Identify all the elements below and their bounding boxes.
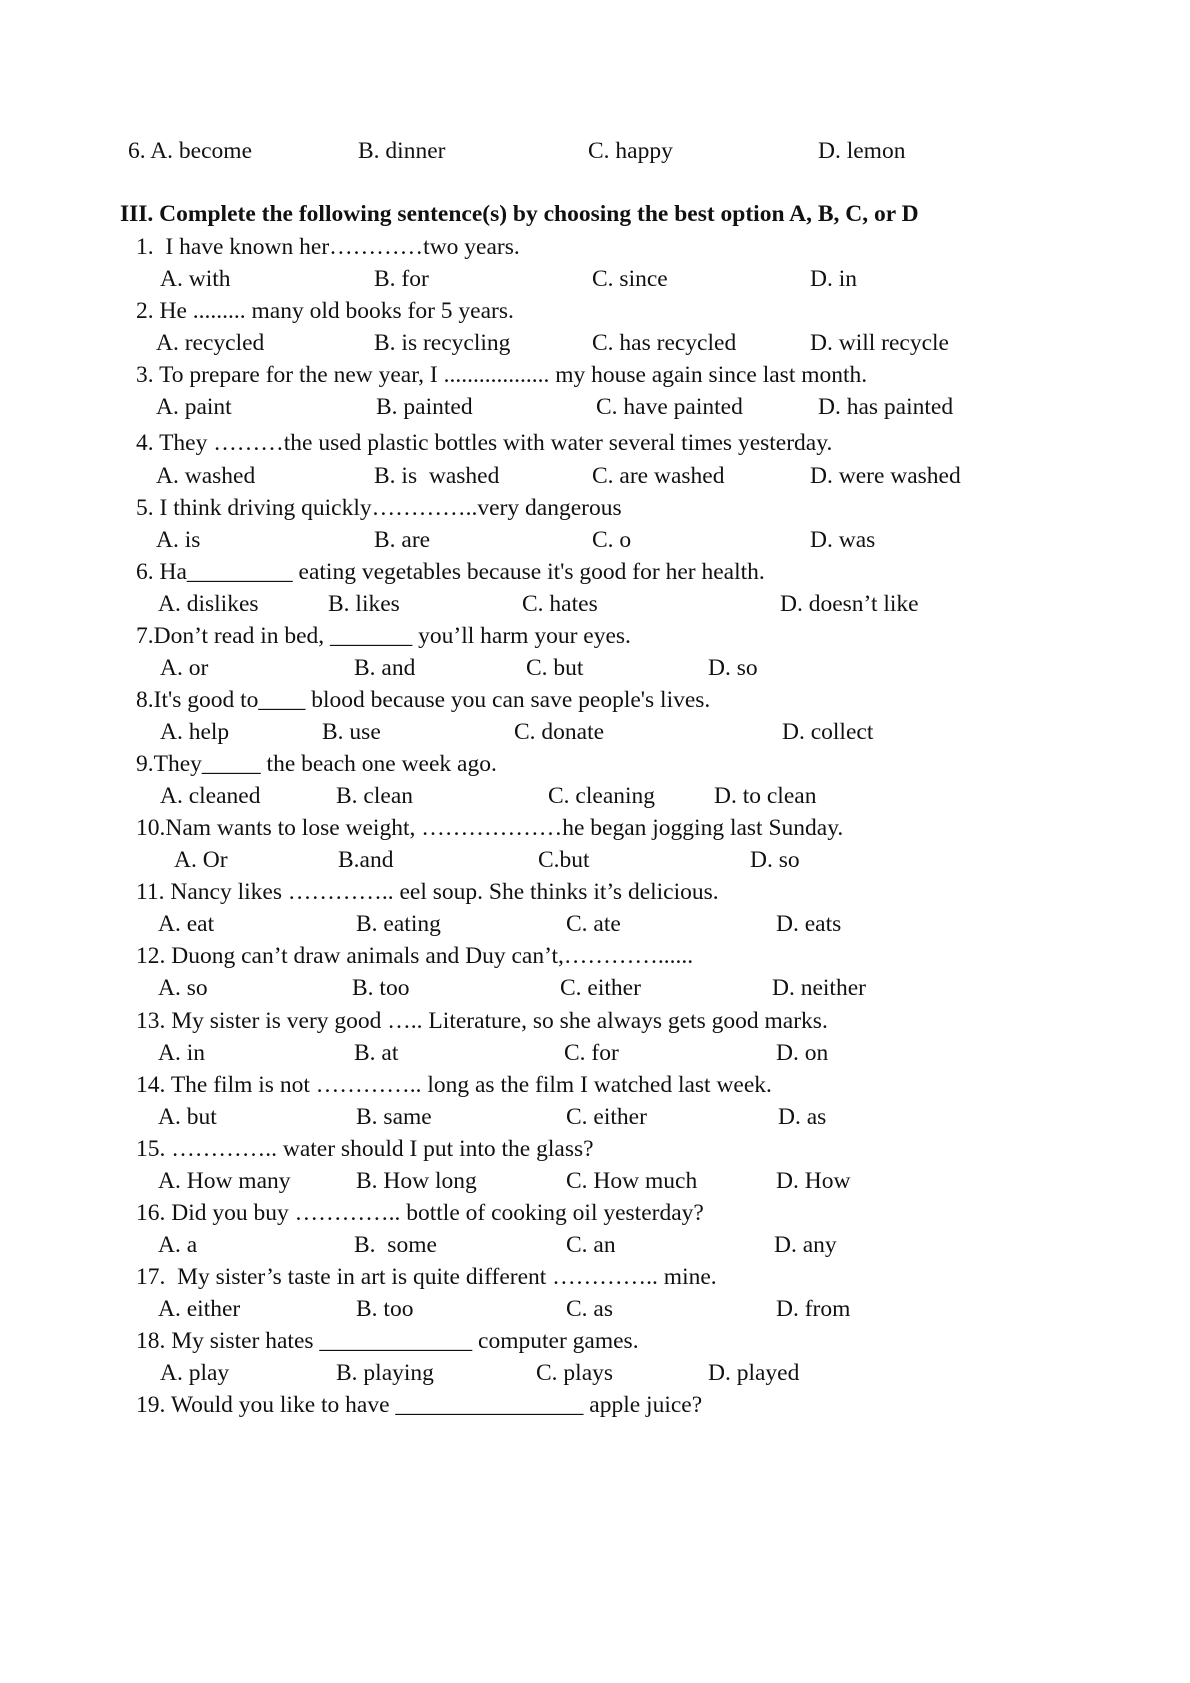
- top-item-stem: 6. A. become: [128, 138, 252, 164]
- question-text: 7.Don’t read in bed, _______ you’ll harm your eyes.: [136, 623, 631, 649]
- question-text: 15. ………….. water should I put into the glass?: [136, 1136, 594, 1162]
- question-text: 14. The film is not ………….. long as the film I watched last week.: [136, 1072, 772, 1098]
- question-text: 6. Ha_________ eating vegetables because it's good for her health.: [136, 559, 765, 585]
- option-d: D. lemon: [818, 138, 906, 164]
- option-b: B. likes: [328, 591, 400, 617]
- option-c: C. as: [566, 1296, 613, 1322]
- option-b: B. are: [374, 527, 431, 553]
- option-a: A. How many: [158, 1168, 291, 1194]
- option-c: C. have painted: [596, 394, 743, 420]
- option-b: B. dinner: [358, 138, 446, 164]
- question-text: 19. Would you like to have ________________ apple juice?: [136, 1392, 703, 1418]
- option-d: D. will recycle: [810, 330, 949, 356]
- option-c: C. happy: [588, 138, 673, 164]
- option-c: C. since: [592, 266, 668, 292]
- option-c: C. plays: [536, 1360, 614, 1386]
- option-a: A. play: [160, 1360, 230, 1386]
- option-a: A. so: [158, 975, 208, 1001]
- question-text: 4. They ………the used plastic bottles with water several times yesterday.: [136, 430, 833, 456]
- question-text: 8.It's good to____ blood because you can save people's lives.: [136, 687, 711, 713]
- option-c: C. either: [566, 1104, 647, 1130]
- option-c: C. donate: [514, 719, 605, 745]
- question-text: 1. I have known her…………two years.: [136, 234, 520, 260]
- option-b: B. clean: [336, 783, 413, 809]
- option-d: D. in: [810, 266, 857, 292]
- option-c: C. either: [560, 975, 641, 1001]
- option-a: A. dislikes: [158, 591, 259, 617]
- option-b: B. too: [356, 1296, 414, 1322]
- section-heading: III. Complete the following sentence(s) by choosing the best option A, B, C, or D: [120, 201, 919, 227]
- option-b: B. playing: [336, 1360, 434, 1386]
- option-d: D. were washed: [810, 463, 961, 489]
- option-d: D. as: [778, 1104, 827, 1130]
- option-b: B. use: [322, 719, 381, 745]
- question-text: 3. To prepare for the new year, I .................. my house again since last month.: [136, 362, 868, 388]
- option-b: B. same: [356, 1104, 432, 1130]
- option-d: D. on: [776, 1040, 829, 1066]
- option-c: C. cleaning: [548, 783, 656, 809]
- option-d: D. neither: [772, 975, 866, 1001]
- option-b: B. painted: [376, 394, 473, 420]
- option-c: C. are washed: [592, 463, 725, 489]
- option-a: A. with: [160, 266, 231, 292]
- option-d: D. from: [776, 1296, 851, 1322]
- question-text: 10.Nam wants to lose weight, ………………he began jogging last Sunday.: [136, 815, 844, 841]
- question-text: 2. He ......... many old books for 5 years.: [136, 298, 514, 324]
- option-c: C. ate: [566, 911, 621, 937]
- option-b: B. for: [374, 266, 429, 292]
- option-c: C. has recycled: [592, 330, 737, 356]
- option-a: A. either: [158, 1296, 241, 1322]
- option-b: B. eating: [356, 911, 441, 937]
- question-text: 18. My sister hates _____________ computer games.: [136, 1328, 639, 1354]
- option-b: B. is washed: [374, 463, 500, 489]
- question-text: 12. Duong can’t draw animals and Duy can’t,…………......: [136, 943, 694, 969]
- option-a: A. recycled: [156, 330, 265, 356]
- question-text: 16. Did you buy ………….. bottle of cooking oil yesterday?: [136, 1200, 704, 1226]
- option-b: B.and: [338, 847, 394, 873]
- option-a: A. help: [160, 719, 230, 745]
- option-a: A. a: [158, 1232, 198, 1258]
- option-a: A. Or: [174, 847, 228, 873]
- option-b: B. some: [354, 1232, 437, 1258]
- option-a: A. washed: [156, 463, 256, 489]
- option-d: D. played: [708, 1360, 800, 1386]
- option-b: B. How long: [356, 1168, 477, 1194]
- option-a: A. cleaned: [160, 783, 261, 809]
- option-d: D. has painted: [818, 394, 954, 420]
- question-text: 5. I think driving quickly…………..very dangerous: [136, 495, 622, 521]
- option-c: C. How much: [566, 1168, 698, 1194]
- option-d: D. How: [776, 1168, 851, 1194]
- option-d: D. so: [708, 655, 758, 681]
- option-b: B. too: [352, 975, 410, 1001]
- option-c: C. o: [592, 527, 632, 553]
- option-a: A. eat: [158, 911, 215, 937]
- option-d: D. collect: [782, 719, 874, 745]
- option-a: A. paint: [156, 394, 232, 420]
- option-c: C.but: [538, 847, 590, 873]
- question-text: 13. My sister is very good ….. Literature, so she always gets good marks.: [136, 1008, 828, 1034]
- option-d: D. doesn’t like: [780, 591, 919, 617]
- option-d: D. eats: [776, 911, 842, 937]
- option-b: B. at: [354, 1040, 399, 1066]
- option-d: D. so: [750, 847, 800, 873]
- question-text: 17. My sister’s taste in art is quite different ………….. mine.: [136, 1264, 717, 1290]
- option-c: C. hates: [522, 591, 598, 617]
- option-d: D. to clean: [714, 783, 817, 809]
- option-c: C. an: [566, 1232, 616, 1258]
- option-b: B. is recycling: [374, 330, 511, 356]
- option-c: C. but: [526, 655, 584, 681]
- option-c: C. for: [564, 1040, 619, 1066]
- option-a: A. is: [156, 527, 201, 553]
- question-text: 9.They_____ the beach one week ago.: [136, 751, 497, 777]
- question-text: 11. Nancy likes ………….. eel soup. She thinks it’s delicious.: [136, 879, 719, 905]
- option-d: D. any: [774, 1232, 837, 1258]
- option-a: A. but: [158, 1104, 217, 1130]
- option-d: D. was: [810, 527, 876, 553]
- option-b: B. and: [354, 655, 416, 681]
- option-a: A. in: [158, 1040, 205, 1066]
- option-a: A. or: [160, 655, 209, 681]
